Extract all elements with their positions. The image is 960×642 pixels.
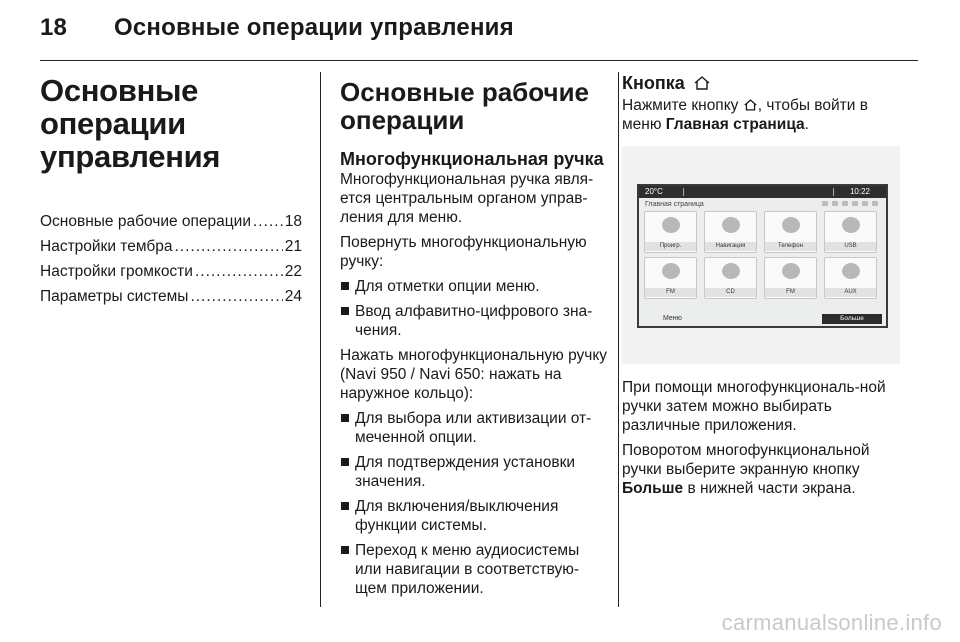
app-tile-grid <box>644 211 877 299</box>
screen-title: Главная страница <box>645 201 704 208</box>
tile-label: FM <box>765 288 816 297</box>
tile-aux[interactable] <box>824 257 877 299</box>
toc-label: Настройки тембра <box>40 238 173 255</box>
toc-leader <box>195 259 283 284</box>
aux-plug-icon <box>842 263 860 279</box>
list-item: Для подтверждения установки значения. <box>340 453 608 491</box>
column-chapter <box>40 72 302 309</box>
text: Нажмите кнопку <box>622 97 739 114</box>
toc-entry[interactable] <box>40 209 302 234</box>
table-of-contents <box>40 209 302 309</box>
toc-label: Основные рабочие операции <box>40 213 251 230</box>
toc-leader <box>253 209 283 234</box>
menu-label[interactable]: Меню <box>663 315 682 322</box>
column-divider-1 <box>320 72 321 607</box>
text: в нижней части экрана. <box>683 480 856 497</box>
bluetooth-icon <box>852 201 858 206</box>
section-title: Основные рабочие операции <box>340 77 590 135</box>
screen-title-row <box>639 198 886 211</box>
screen-footer <box>639 312 886 326</box>
more-button[interactable]: Больше <box>822 314 882 324</box>
tile-label: Проигр. <box>645 242 696 251</box>
text: , чтобы войти в меню <box>622 97 868 133</box>
home-button-heading <box>622 72 902 94</box>
text: . <box>804 116 809 133</box>
column-divider-2 <box>618 72 619 607</box>
tile-fm[interactable] <box>644 257 697 299</box>
wifi-icon <box>822 201 828 206</box>
tile-cd[interactable] <box>704 257 757 299</box>
list-item: Ввод алфавитно-цифрового зна-чения. <box>340 302 608 340</box>
tile-label: FM <box>645 288 696 297</box>
list-item: Для выбора или активизации от-меченной опции. <box>340 409 608 447</box>
toc-page: 18 <box>284 213 302 230</box>
tile-phone[interactable] <box>764 211 817 253</box>
display-screen <box>637 184 888 328</box>
message-icon <box>832 201 838 206</box>
antenna-icon <box>872 201 878 206</box>
list-item: Переход к меню аудиосистемы или навигации в соответствую-щем приложении. <box>340 541 608 598</box>
bullet-list <box>340 277 608 340</box>
paragraph <box>622 441 902 498</box>
bullet-list <box>340 409 608 598</box>
tile-label: AUX <box>825 288 876 297</box>
paragraph: Нажать многофункциональную ручку (Navi 950 / Navi 650: нажать на наружное кольцо): <box>340 347 608 402</box>
tile-label: CD <box>705 288 756 297</box>
heading-text: Кнопка <box>622 73 685 93</box>
status-icons <box>822 201 878 206</box>
toc-entry[interactable] <box>40 259 302 284</box>
list-item: Для отметки опции меню. <box>340 277 608 296</box>
usb-icon <box>842 217 860 233</box>
toc-label: Настройки громкости <box>40 263 193 280</box>
paragraph: При помощи многофункциональ-ной ручки затем можно выбирать различные приложения. <box>622 379 886 434</box>
tile-label: Навигация <box>705 242 756 251</box>
home-screen-figure <box>622 146 900 364</box>
column-basic-operations <box>340 72 608 604</box>
temperature: 20°C <box>645 187 663 196</box>
status-bar <box>639 186 886 198</box>
toc-page: 21 <box>284 238 302 255</box>
tile-navigation[interactable] <box>704 211 757 253</box>
music-icon <box>662 217 680 233</box>
list-item: Для включения/выключения функции системы. <box>340 497 608 535</box>
header-rule <box>40 60 918 61</box>
page-header <box>40 14 514 42</box>
globe-icon <box>722 217 740 233</box>
paragraph: Повернуть многофункциональную ручку: <box>340 234 587 270</box>
divider <box>833 188 834 196</box>
paragraph: Многофункциональная ручка явля-ется центральным органом управ-ления для меню. <box>340 171 594 226</box>
tile-usb[interactable] <box>824 211 877 253</box>
tile-fm-2[interactable] <box>764 257 817 299</box>
toc-leader <box>190 284 282 309</box>
column-home-button <box>622 72 902 504</box>
toc-page: 22 <box>284 263 302 280</box>
phone-icon <box>782 217 800 233</box>
toc-page: 24 <box>284 288 302 305</box>
disc-icon <box>722 263 740 279</box>
bold-text: Главная страница <box>665 116 805 133</box>
divider <box>683 188 684 196</box>
toc-leader <box>174 234 282 259</box>
subsection-title: Многофункциональная ручка <box>340 149 604 169</box>
page-number: 18 <box>40 14 68 41</box>
home-icon <box>694 76 710 90</box>
watermark: carmanualsonline.info <box>721 610 942 635</box>
chapter-title: Основные операции управления <box>40 73 221 174</box>
home-icon <box>744 99 757 111</box>
header-title: Основные операции управления <box>114 14 514 41</box>
radio-icon <box>782 263 800 279</box>
toc-label: Параметры системы <box>40 288 189 305</box>
radio-icon <box>662 263 680 279</box>
tile-label: USB <box>825 242 876 251</box>
clock: 10:22 <box>849 187 870 196</box>
phone-icon <box>862 201 868 206</box>
bold-text: Больше <box>622 480 684 497</box>
toc-entry[interactable] <box>40 284 302 309</box>
signal-icon <box>842 201 848 206</box>
tile-player[interactable] <box>644 211 697 253</box>
text: Поворотом многофункциональной ручки выберите экранную кнопку <box>622 442 870 478</box>
toc-entry[interactable] <box>40 234 302 259</box>
paragraph <box>622 96 902 134</box>
tile-label: Телефон <box>765 242 816 251</box>
